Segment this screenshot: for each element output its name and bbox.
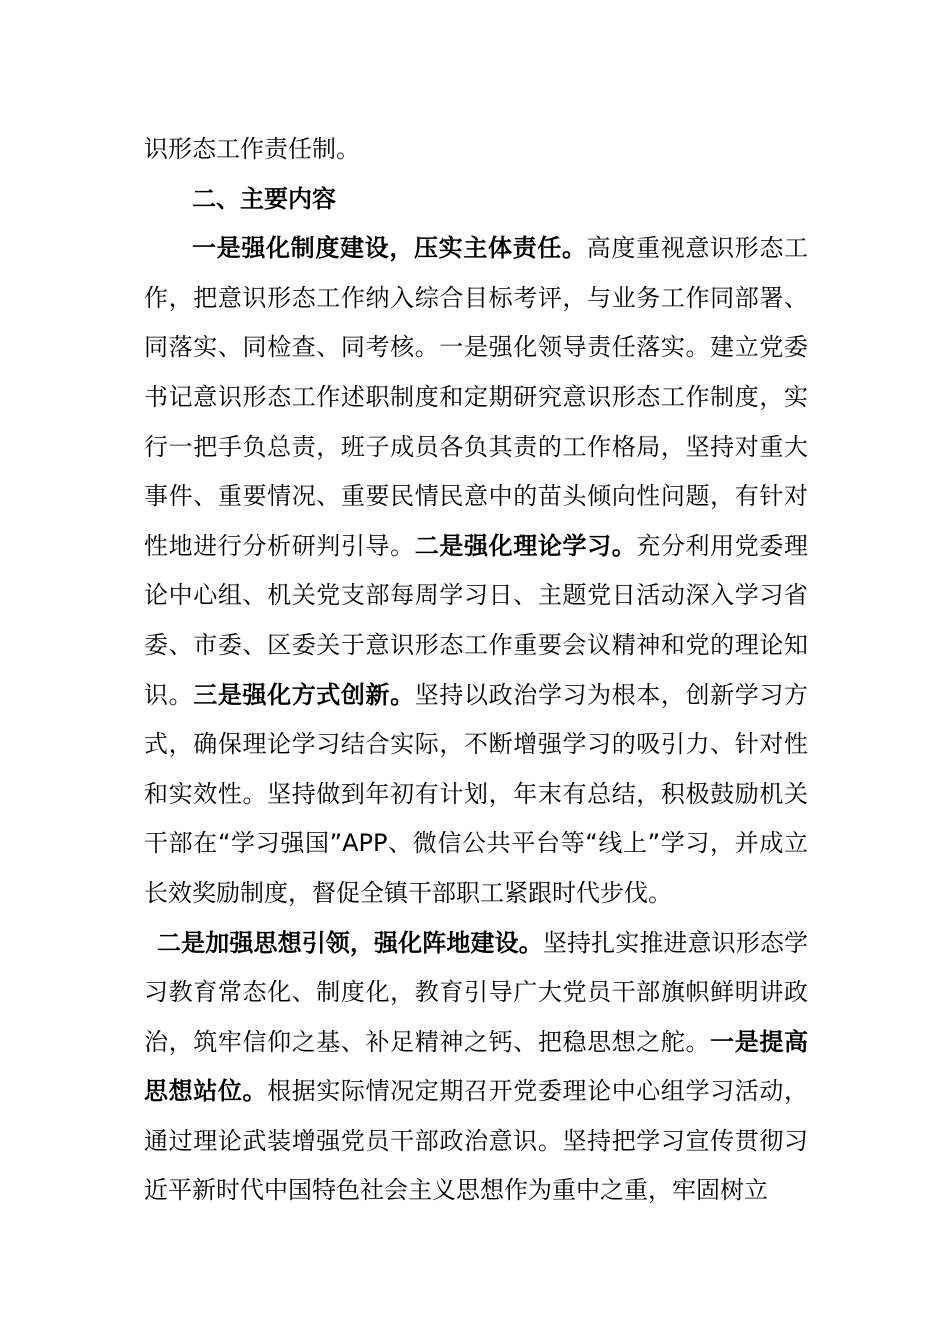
paragraph-lead: 二是加强思想引领，强化阵地建设。 [157,928,543,957]
paragraph-institution-building [144,224,808,918]
paragraph-text: 高度重视意识形态工作，把意识形态工作纳入综合目标考评，与业务工作同部署、同落实、同检查、同考核。一是强化领导责任落实。建立党委书记意识形态工作述职制度和定期研究意识形态工作制度，实行一把手负总责，班子成员各负其责的工作格局，坚持对重大事件、重要情况、重要民情民意中的苗头倾向性问题，有针对性地进行分析研判引导。 [144,234,809,560]
paragraph-text: 根据实际情况定期召开党委理论中心组学习活动，通过理论武装增强党员干部政治意识。坚持把学习宣传贯彻习近平新时代中国特色社会主义思想作为重中之重，牢固树立 [144,1077,808,1205]
paragraph-text: 识形态工作责任制。 [144,135,360,163]
paragraph-continued [144,125,808,175]
paragraph-subheading: 三是强化方式创新。 [193,680,415,709]
paragraph-ideological-guidance [144,919,808,1217]
section-heading-text: 二、主要内容 [192,184,336,213]
paragraph-subheading: 二是强化理论学习。 [414,531,637,560]
paragraph-text: 充分利用党委理论中心组、机关党支部每周学习日、主题党日活动深入学习省委、市委、区委关于意识形态工作重要会议精神和党的理论知识。 [144,531,809,709]
paragraph-text: 坚持以政治学习为根本，创新学习方式，确保理论学习结合实际，不断增强学习的吸引力、针对性和实效性。坚持做到年初有计划，年末有总结，积极鼓励机关干部在“学习强国”APP、微信公共平台等“线上”学习，并成立长效奖励制度，督促全镇干部职工紧跟时代步伐。 [144,680,809,907]
paragraph-text: 坚持扎实推进意识形态学习教育常态化、制度化，教育引导广大党员干部旗帜鲜明讲政治，筑牢信仰之基、补足精神之钙、把稳思想之舵。 [144,928,809,1056]
paragraph-lead: 一是强化制度建设，压实主体责任。 [192,234,587,263]
paragraph-subheading: 一是提高思想站位。 [144,1027,809,1106]
section-heading [144,175,808,225]
document-body [144,125,808,1216]
